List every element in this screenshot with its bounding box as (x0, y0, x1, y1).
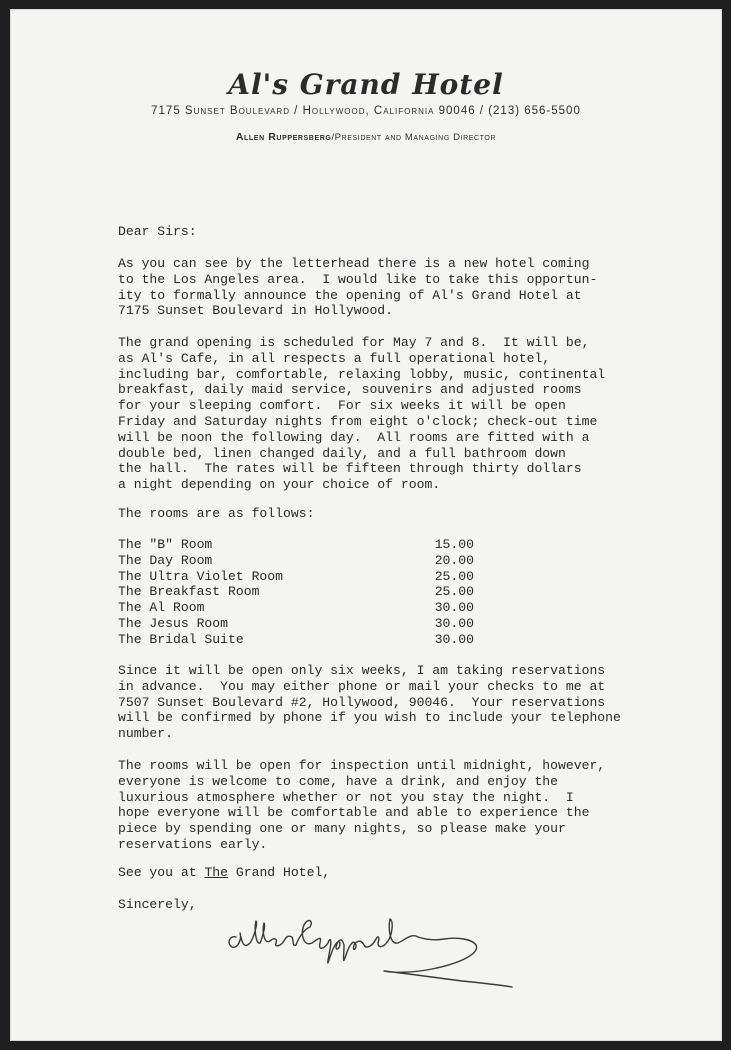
room-rate: 30.00 (434, 631, 474, 647)
paragraph-reservations: Since it will be open only six weeks, I am taking reservations in advance. You may either phone or mail your checks to me at 7507 Sunset Boulevard #2, Hollywood, 90046. Your reservations will be confirmed by phone if you wish to include your telephone number. (118, 663, 621, 742)
paragraph-intro: As you can see by the letterhead there is a new hotel coming to the Los Angeles area. I would like to take this opportun- ity to formally announce the opening of Al's Grand Hotel at 7175 Sunset Boulevard in Hollywood. (118, 256, 598, 319)
room-name: The Breakfast Room (118, 584, 260, 600)
table-row (118, 537, 474, 553)
table-row (118, 584, 474, 600)
table-row (118, 569, 474, 585)
signoff: Sincerely, (118, 897, 197, 912)
paragraph-inspection: The rooms will be open for inspection until midnight, however, everyone is welcome to come, have a drink, and enjoy the luxurious atmosphere whether or not you stay the night. I hope everyone will be comfortable and able to experience the piece by spending one or many nights, so please make your reservations early. (118, 758, 606, 852)
closing-prefix: See you at (118, 865, 205, 880)
letterhead-address: 7175 Sunset Boulevard / Hollywood, California 90046 / (213) 656-5500 (151, 105, 581, 117)
officer-title: /President and Managing Director (331, 132, 497, 143)
room-name: The Jesus Room (118, 615, 229, 631)
closing-underlined: The (204, 865, 229, 880)
paragraph-opening: The grand opening is scheduled for May 7 and 8. It will be, as Al's Cafe, in all respects a full operational hotel, including bar, comfortable, relaxing lobby, music, continental breakfast, daily maid service, souvenirs and adjusted rooms for your sleeping comfort. For six weeks it will be open Friday and Saturday nights from eight o'clock; check-out time will be noon the following day. All rooms are fitted with a double bed, linen changed daily, and a full bathroom down the hall. The rates will be fifteen through thirty dollars a night depending on your choice of room. (118, 335, 606, 493)
table-row (118, 600, 474, 616)
rooms-table (118, 537, 474, 648)
letterhead-officer (10, 131, 722, 143)
letter-page (10, 9, 722, 1041)
table-row (118, 632, 474, 648)
salutation: Dear Sirs: (118, 224, 197, 239)
table-row (118, 616, 474, 632)
room-rate: 20.00 (434, 552, 474, 568)
signature (222, 899, 522, 989)
room-name: The Ultra Violet Room (118, 568, 284, 584)
closing-suffix: Grand Hotel, (228, 865, 331, 880)
rooms-intro: The rooms are as follows: (118, 506, 315, 521)
room-rate: 25.00 (434, 568, 474, 584)
room-name: The "B" Room (118, 537, 213, 552)
table-row (118, 553, 474, 569)
room-name: The Al Room (118, 600, 205, 616)
closing-line (118, 865, 678, 881)
room-rate: 30.00 (434, 615, 474, 631)
room-name: The Day Room (118, 552, 213, 568)
room-rate: 30.00 (434, 600, 474, 616)
room-rate: 15.00 (434, 537, 474, 552)
officer-name: Allen Ruppersberg (235, 131, 332, 143)
hotel-name: Al's Grand Hotel (228, 68, 504, 101)
room-rate: 25.00 (434, 584, 474, 600)
room-name: The Bridal Suite (118, 631, 244, 647)
